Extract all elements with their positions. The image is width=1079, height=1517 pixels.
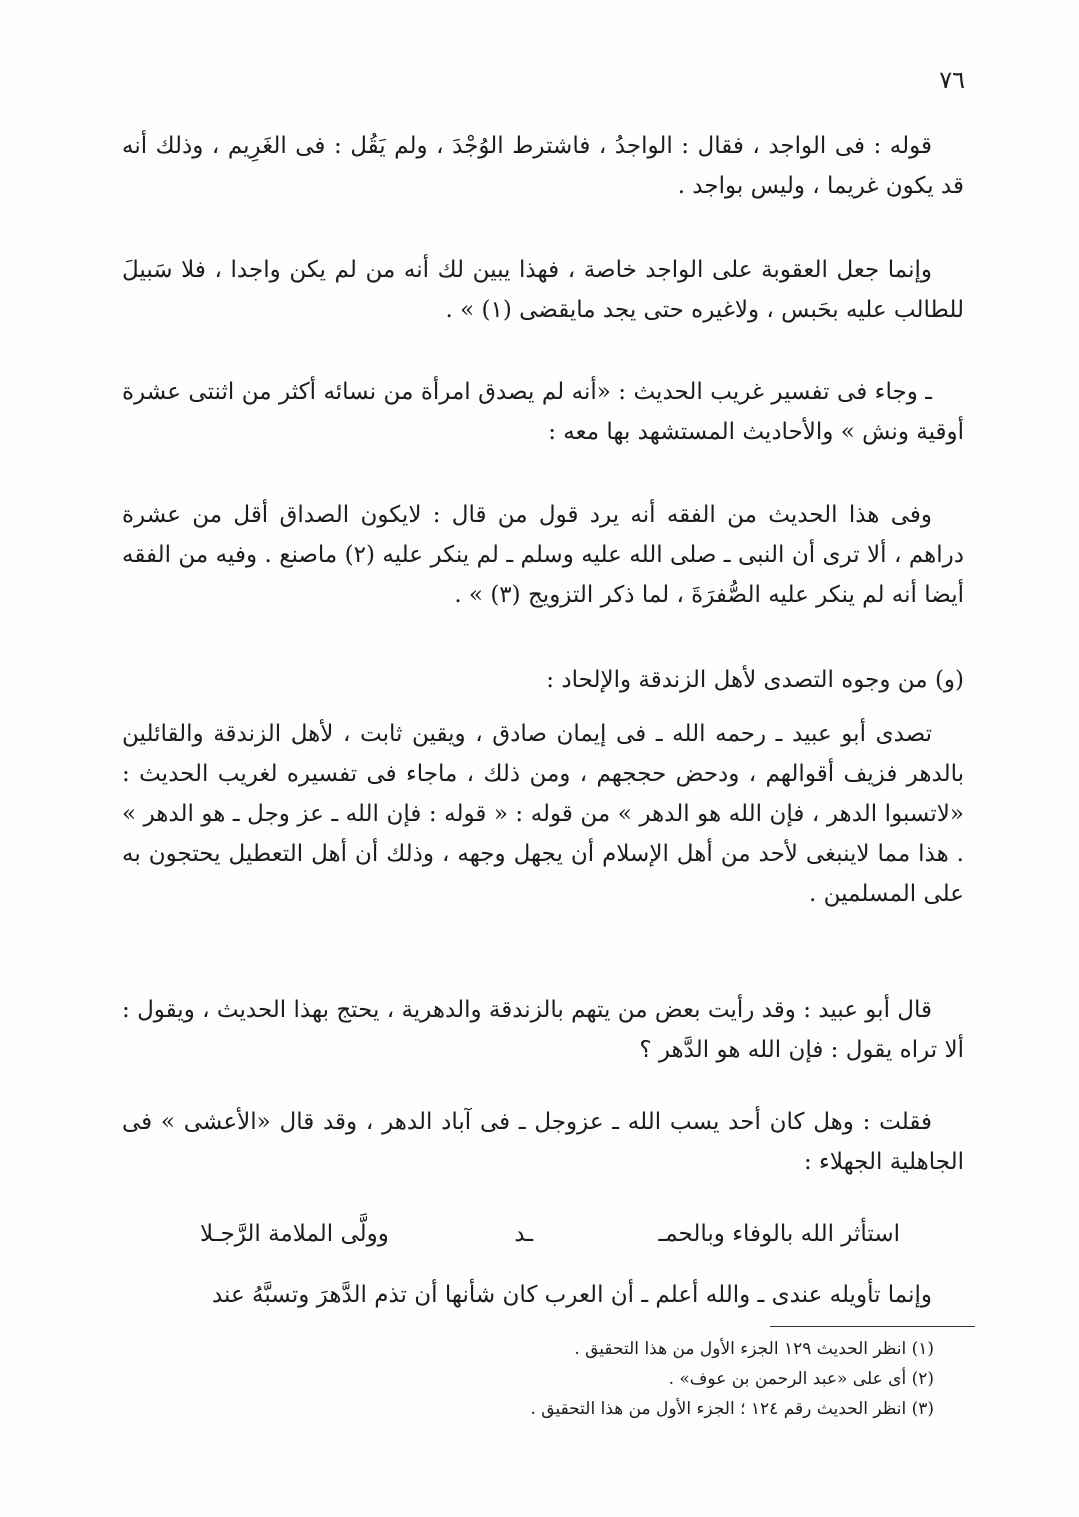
- verse-first-hemistich: استأثر الله بالوفاء وبالحمـ: [658, 1221, 900, 1247]
- paragraph-4: وفى هذا الحديث من الفقه أنه يرد قول من قال : لايكون الصداق أقل من عشرة دراهم ، ألا ترى أن النبى ـ صلى الله عليه وسلم ـ لم ينكر عليه (٢) ماصنع . وفيه من الفقه أيضا أنه لم ينكر عليه الصُّفرَةَ ، لما ذكر التزويج (٣) » .: [122, 502, 964, 608]
- section-heading: (و) من وجوه التصدى لأهل الزندقة والإلحاد :: [546, 667, 964, 693]
- header-rule: [135, 102, 970, 103]
- paragraph-3: ـ وجاء فى تفسير غريب الحديث : «أنه لم يصدق امرأة من نسائه أكثر من اثنتى عشرة أوقية ونش » والأحاديث المستشهد بها معه :: [122, 379, 964, 445]
- poetry-verse: [200, 1214, 900, 1254]
- footnote-3: (٣) انظر الحديث رقم ١٢٤ ؛ الجزء الأول من هذا التحقيق .: [530, 1399, 934, 1419]
- footnotes: [300, 1334, 934, 1424]
- paragraph-8: فقلت : وهل كان أحد يسب الله ـ عزوجل ـ فى آباد الدهر ، وقد قال «الأعشى » فى الجاهلية الجهلاء :: [122, 1109, 964, 1175]
- footnote-divider: [770, 1326, 975, 1327]
- paragraph-1: قوله : فى الواجد ، فقال : الواجدُ ، فاشترط الوُجْدَ ، ولم يَقُل : فى الغَرِيم ، وذلك أنه قد يكون غريما ، وليس بواجد .: [122, 133, 964, 199]
- footnote-2: (٢) أى على «عبد الرحمن بن عوف» .: [668, 1369, 934, 1389]
- page-number: ٧٦: [939, 66, 965, 94]
- paragraph-6: تصدى أبو عبيد ـ رحمه الله ـ فى إيمان صادق ، ويقين ثابت ، لأهل الزندقة والقائلين بالدهر فزيف أقوالهم ، ودحض حججهم ، ومن ذلك ، ماجاء فى تفسيره لغريب الحديث : «لاتسبوا الدهر ، فإن الله هو الدهر » من قوله : « قوله : فإن الله ـ عز وجل ـ هو الدهر » . هذا مما لاينبغى لأحد من أهل الإسلام أن يجهل وجهه ، وذلك أن أهل التعطيل يحتجون به على المسلمين .: [122, 721, 964, 907]
- paragraph-9: وإنما تأويله عندى ـ والله أعلم ـ أن العرب كان شأنها أن تذم الدَّهرَ وتسبَّهُ عند: [211, 1282, 932, 1308]
- paragraph-2: وإنما جعل العقوبة على الواجد خاصة ، فهذا يبين لك أنه من لم يكن واجدا ، فلا سَبيلَ للطالب عليه بحَبس ، ولاغيره حتى يجد مايقضى (١) » .: [122, 257, 964, 323]
- paragraph-7: قال أبو عبيد : وقد رأيت بعض من يتهم بالزندقة والدهرية ، يحتج بهذا الحديث ، ويقول : ألا تراه يقول : فإن الله هو الدَّهر ؟: [122, 997, 964, 1063]
- verse-second-hemistich: وولَّى الملامة الرَّجـلا: [200, 1221, 389, 1247]
- verse-separator: ـد: [514, 1221, 534, 1247]
- footnote-1: (١) انظر الحديث ١٢٩ الجزء الأول من هذا التحقيق .: [574, 1339, 934, 1359]
